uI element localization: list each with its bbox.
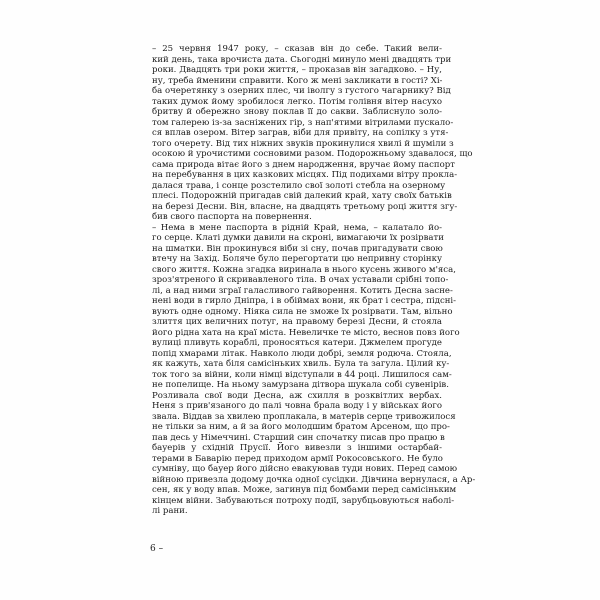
text-line: осокою й урочистими сосновими разом. Подорожньому здавалося, що <box>152 149 473 159</box>
text-line: нені води в гирло Дніпра, і в обіймах вони, як брат і сестра, підсні- <box>152 296 457 306</box>
text-line: вулиці пливуть кораблі, проносяться катери. Джмелем прогуде <box>152 338 442 348</box>
text-line: сама природа вітає його з днем народження, вручає йому паспорт <box>152 159 455 170</box>
text-line: таких думок йому зробилося легко. Потім голівня вітер насухо <box>152 96 442 107</box>
paragraph <box>152 390 476 517</box>
text-line: пав десь у Німеччині. Старший син спочатку писав про працю в <box>152 432 445 443</box>
text-line: го серце. Клаті думки давили на скроні, вимагаючи їх розірвати <box>152 233 444 243</box>
text-line: сумніву, що бауер його дійсно евакуював туди нових. Перед самою <box>152 464 458 474</box>
text-line: на березі Десни. Він, власне, на двадцять третьому році життя згу- <box>152 201 458 212</box>
text-line: втечу на Захід. Боляче було перегортати цю непривну сторінку <box>152 254 442 264</box>
text-line: як кажуть, хата біля самісіньких хвиль. Була та загула. Цілий ку- <box>152 359 450 369</box>
paragraph <box>152 222 460 391</box>
text-line: на шматки. Він прокинувся віби зі сну, почав пригадувати свою <box>152 243 443 254</box>
text-line: ток того за війни, коли німці відступали в 44 році. Лишилося сам- <box>152 369 452 380</box>
text-line: кінцем війни. Забуваються потроху події, зарубцьовуються наболі- <box>152 495 455 506</box>
text-line: попід хмарами літак. Навколо люди добрі, земля родюча. Стояла, <box>152 348 452 359</box>
text-line: ну, треба йменини справити. Кого ж мені закликати в гості? Хі- <box>152 75 443 86</box>
text-line: лі рани. <box>152 506 188 516</box>
text-line: – Нема в мене паспорта в рідній Край, нема, – калатало йо- <box>152 222 442 233</box>
text-line: ба очеретянку з озерних плес, чи іволгу з густого чагарнику? Від <box>152 86 451 96</box>
text-line: том галерею із-за засніжених гір, з нап'ятими вітрилами пускало- <box>152 117 454 128</box>
page-number: 6 – <box>150 544 164 554</box>
text-line: бритву й обережно знову поклав її до сакви. Заблиснуло золо- <box>152 107 442 117</box>
paragraph <box>152 44 473 223</box>
text-line: роки. Двадцять три роки життя, – проказав він загадково. – Ну, <box>152 65 442 75</box>
body-text <box>152 44 476 517</box>
text-line: бауерів у східній Прусії. Його вивезли з іншими остарбай- <box>152 443 442 453</box>
text-line: лі, а над ними зграї галасливого гайворення. Котить Десна засне- <box>152 285 453 296</box>
text-line: вують одне одному. Ніяка сила не зможе їх розірвати. Там, вільно <box>152 306 453 317</box>
text-line: його рідна хата на краї міста. Невеличке те місто, веснов повз його <box>152 327 460 338</box>
text-line: зроз'ятреного й скривавленого тіла. В очах уставали срібні топо- <box>152 275 449 285</box>
text-line: бив свого паспорта на повернення. <box>152 212 312 222</box>
text-line: далася трава, і сонце розстелило свої золоті стебла на озерному <box>152 180 446 191</box>
text-line: не тільки за ним, а й за його молодшим братом Арсеном, що про- <box>152 422 450 432</box>
text-line: звала. Віддав за хвилею проплакала, в матерів серце тривожилося <box>152 411 456 422</box>
text-line: свого життя. Кожна згадка виринала в нього кусень живого м'яса, <box>152 264 456 275</box>
text-line: – 25 червня 1947 року, – сказав він до себе. Такий вели- <box>152 44 442 54</box>
text-line: кий день, така врочиста дата. Сьогодні минуло мені двадцять три <box>152 54 452 65</box>
text-line: на перебування в цих казкових місцях. Під подихами вітру прокла- <box>152 170 458 180</box>
text-line: війною привезла додому дочка одної сусідки. Дівчина вернулася, а Ар- <box>152 474 476 485</box>
text-line: Розливала свої води Десна, аж схилля в розквітлих вербах. <box>152 390 442 401</box>
text-line: терами в Баварію перед приходом армії Рокосовського. Не було <box>152 453 443 464</box>
text-line: ся вплав озером. Вітер заграв, віби для привіту, на сопілку з утя- <box>152 128 449 138</box>
text-line: злиття цих величних потуг, на правому березі Десни, й стояла <box>152 317 442 327</box>
text-line: не попелище. На ньому замурзана дітвора шукала собі сувенірів. <box>152 380 449 390</box>
text-line: того очерету. Від тих ніжних звуків прокинулися хвилі й шуміли з <box>152 138 454 149</box>
text-line: сен, як у воду впав. Може, загинув під бомбами перед самісіньким <box>152 485 457 495</box>
text-line: плесі. Подорожній пригадав свій далекий край, хату своїх батьків <box>152 191 452 201</box>
text-line: Неня з прив'язаного до палі човна брала воду і у військах його <box>152 401 442 411</box>
